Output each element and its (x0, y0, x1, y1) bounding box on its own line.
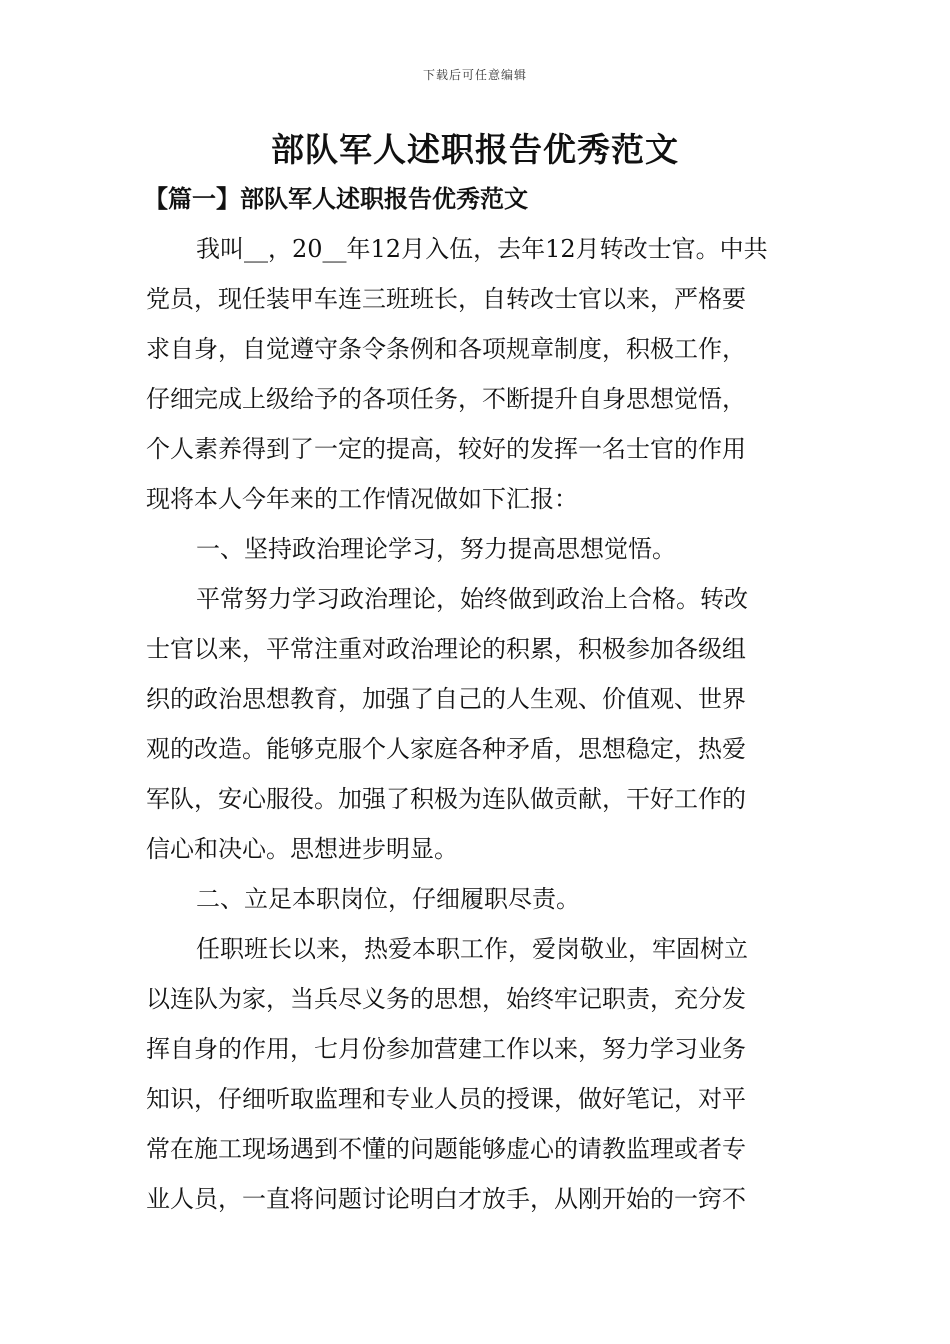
paragraph-line: 知识，仔细听取监理和专业人员的授课，做好笔记，对平 (146, 1085, 746, 1113)
paragraph-line: 任职班长以来，热爱本职工作，爱岗敬业，牢固树立 (196, 935, 748, 963)
paragraph-line: 观的改造。能够克服个人家庭各种矛盾，思想稳定，热爱 (146, 735, 746, 763)
header-note: 下载后可任意编辑 (422, 68, 527, 82)
subheading-line: 二、立足本职岗位，仔细履职尽责。 (196, 885, 580, 913)
paragraph-line: 个人素养得到了一定的提高，较好的发挥一名士官的作用 (146, 435, 746, 463)
paragraph-line: 军队，安心服役。加强了积极为连队做贡献，干好工作的 (146, 785, 746, 813)
paragraph-line: 以连队为家，当兵尽义务的思想，始终牢记职责，充分发 (146, 985, 746, 1013)
paragraph-line: 常在施工现场遇到不懂的问题能够虚心的请教监理或者专 (146, 1135, 746, 1163)
paragraph-line: 求自身，自觉遵守条令条例和各项规章制度，积极工作， (146, 335, 746, 363)
paragraph-line: 党员，现任装甲车连三班班长，自转改士官以来，严格要 (146, 285, 746, 313)
paragraph-line: 我叫__，20__年12月入伍，去年12月转改士官。中共 (196, 235, 768, 263)
paragraph-line: 仔细完成上级给予的各项任务，不断提升自身思想觉悟， (146, 385, 746, 413)
document-body (146, 228, 806, 1228)
section-heading: 【篇一】部队军人述职报告优秀范文 (144, 184, 528, 213)
document-title: 部队军人述职报告优秀范文 (271, 130, 679, 169)
paragraph-line: 平常努力学习政治理论，始终做到政治上合格。转改 (196, 585, 748, 613)
paragraph-line: 织的政治思想教育，加强了自己的人生观、价值观、世界 (146, 685, 746, 713)
paragraph-line: 现将本人今年来的工作情况做如下汇报： (146, 485, 578, 513)
paragraph-line: 业人员，一直将问题讨论明白才放手，从刚开始的一窍不 (146, 1185, 746, 1213)
paragraph-line: 士官以来，平常注重对政治理论的积累，积极参加各级组 (146, 635, 746, 663)
paragraph-line: 信心和决心。思想进步明显。 (146, 835, 458, 863)
subheading-line: 一、坚持政治理论学习，努力提高思想觉悟。 (196, 535, 676, 563)
paragraph-line: 挥自身的作用，七月份参加营建工作以来，努力学习业务 (146, 1035, 746, 1063)
